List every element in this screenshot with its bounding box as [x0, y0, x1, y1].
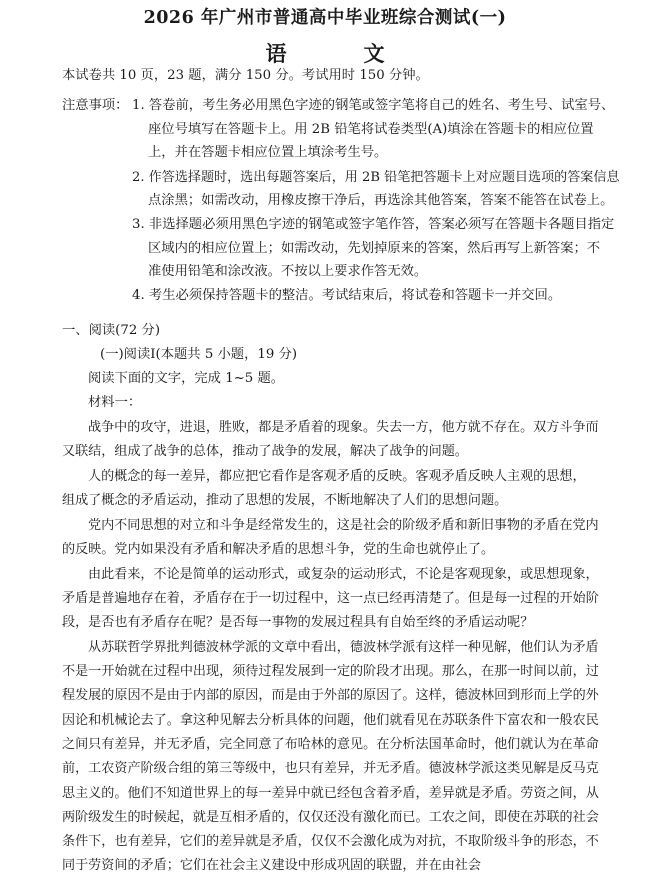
passage-line: 又联结，组成了战争的总体，推动了战争的发展，解决了战争的问题。 [62, 444, 468, 459]
passage-line: 的反映。党内如果没有矛盾和解决矛盾的思想斗争，党的生命也就停止了。 [62, 542, 495, 557]
notice-2-line-1: 2. 作答选择题时，选出每题答案后，用 2B 铅笔把答题卡上对应题目选项的答案信息 [132, 170, 620, 185]
notice-3-line-3: 准使用铅笔和涂改液。不按以上要求作答无效。 [148, 264, 428, 279]
passage-line: 思主义的。他们不知道世界上的每一差异中就已经包含着矛盾，差异就是矛盾。劳资之间，从 [62, 786, 599, 801]
passage-line: 前，工农资产阶级合组的第三等级中，也只有差异，并无矛盾。德波林学派这类见解是反马克 [62, 761, 599, 776]
exam-title: 2026 年广州市普通高中毕业班综合测试(一) [143, 8, 507, 28]
passage-line: 两阶级发生的时候起，就是互相矛盾的，仅仅还没有激化而已。工农之间，即使在苏联的社会 [62, 810, 599, 825]
subject-heading: 语 文 [265, 41, 413, 66]
material-label: 材料一： [88, 395, 142, 410]
notice-4-line-1: 4. 考生必须保持答题卡的整洁。考试结束后，将试卷和答题卡一并交回。 [132, 288, 562, 303]
passage-line: 由此看来，不论是简单的运动形式，或复杂的运动形式，不论是客观现象，或思想现象， [88, 567, 599, 582]
passage-line: 之间只有差异，并无矛盾，完全同意了布哈林的意见。在分析法国革命时，他们就认为在革命 [62, 737, 599, 752]
notice-1-line-3: 上，并在答题卡相应位置上填涂考生号。 [148, 145, 388, 160]
reading-instruction: 阅读下面的文字，完成 1~5 题。 [88, 371, 285, 386]
passage-line: 党内不同思想的对立和斗争是经常发生的，这是社会的阶级矛盾和新旧事物的矛盾在党内 [88, 518, 599, 533]
passage-line: 组成了概念的矛盾运动，推动了思想的发展，不断地解决了人们的思想问题。 [62, 493, 508, 508]
passage-line: 段，是否也有矛盾存在呢？是否每一事物的发展过程具有自始至终的矛盾运动呢？ [62, 615, 534, 630]
notice-3-line-1: 3. 非选择题必须用黑色字迹的钢笔或签字笔作答，答案必须写在答题卡各题目指定 [132, 217, 615, 232]
passage-line: 矛盾是普遍地存在着，矛盾存在于一切过程中，这一点已经再清楚了。但是每一过程的开始阶 [62, 591, 599, 606]
passage-line: 从苏联哲学界批判德波林学派的文章中看出，德波林学派有这样一种见解，他们认为矛盾 [88, 640, 599, 655]
notice-3-line-2: 区域内的相应位置上；如需改动，先划掉原来的答案，然后再写上新答案；不 [148, 241, 601, 256]
passage-line: 人的概念的每一差异，都应把它看作是客观矛盾的反映。客观矛盾反映人主观的思想， [88, 469, 586, 484]
subsection-heading: (一)阅读Ⅰ(本题共 5 小题，19 分) [100, 347, 298, 362]
passage-line: 战争中的攻守，进退，胜败，都是矛盾着的现象。失去一方，他方就不存在。双方斗争而 [88, 420, 599, 435]
notice-1-line-1: 1. 答卷前，考生务必用黑色字迹的钢笔或签字笔将自己的姓名、考生号、试室号、 [132, 98, 615, 113]
section-heading: 一、阅读(72 分) [62, 323, 161, 338]
passage-line: 条件下，也有差异，它们的差异就是矛盾，仅仅不会激化成为对抗，不取阶级斗争的形态，不 [62, 834, 599, 849]
exam-intro: 本试卷共 10 页，23 题，满分 150 分。考试用时 150 分钟。 [62, 68, 429, 83]
notice-2-line-2: 点涂黑；如需改动，用橡皮擦干净后，再选涂其他答案，答案不能答在试卷上。 [148, 193, 614, 208]
notice-label: 注意事项： [62, 98, 129, 113]
passage-line: 不是一开始就在过程中出现，须待过程发展到一定的阶段才出现。那么，在那一时间以前，过 [62, 664, 599, 679]
passage-line: 因论和机械论去了。拿这种见解去分析具体的问题，他们就看见在苏联条件下富农和一般农民 [62, 713, 599, 728]
passage-line: 程发展的原因不是由于内部的原因，而是由于外部的原因了。这样，德波林回到形而上学的外 [62, 688, 599, 703]
notice-1-line-2: 座位号填写在答题卡上。用 2B 铅笔将试卷类型(A)填涂在答题卡的相应位置 [148, 122, 594, 137]
passage-line: 同于劳资间的矛盾；它们在社会主义建设中形成巩固的联盟，并在由社会 [62, 858, 481, 873]
